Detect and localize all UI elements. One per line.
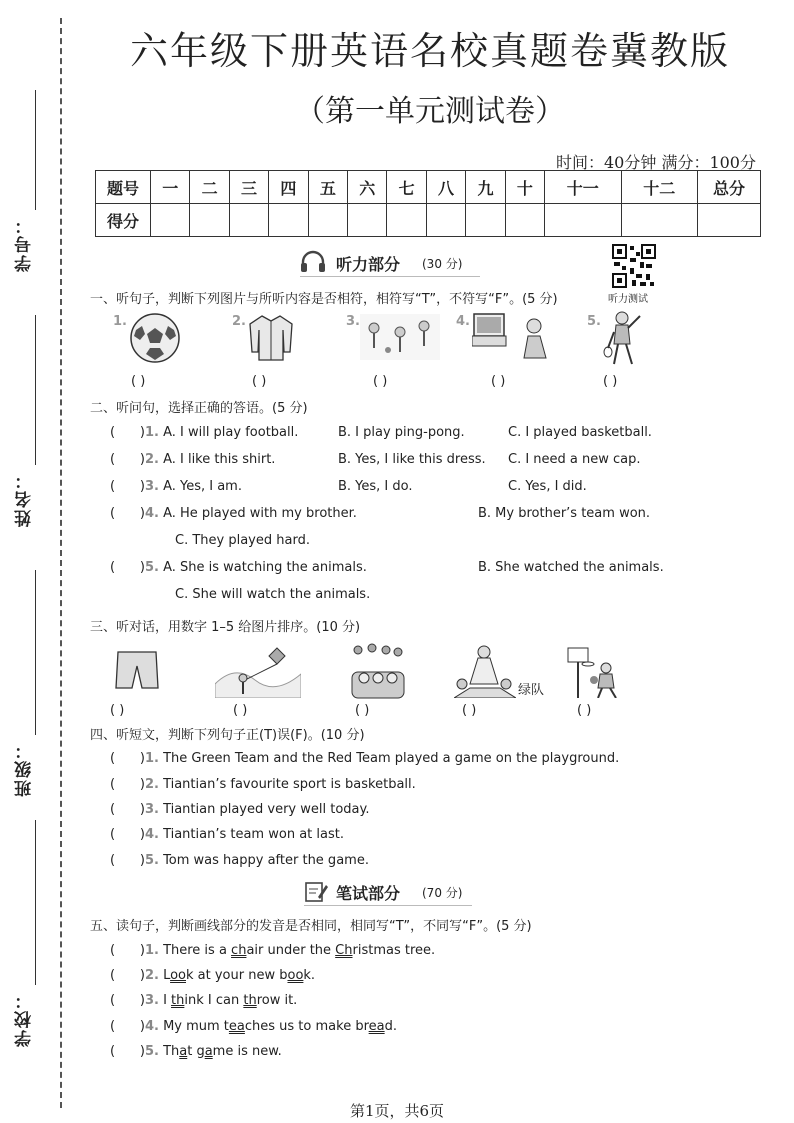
option-b: B. My brother’s team won.: [478, 506, 651, 521]
binding-dashed-line: [60, 18, 62, 1108]
section2-title: 二、听问句，选择正确的答语。(5 分): [90, 401, 308, 416]
name-line: [35, 315, 36, 465]
option-c: C. I played basketball.: [508, 425, 652, 440]
answer-blank[interactable]: ( ): [577, 703, 592, 718]
score-cell[interactable]: [621, 204, 697, 237]
answer-blank[interactable]: ( ): [462, 703, 477, 718]
table-cell: 十一: [545, 171, 621, 204]
section3-title: 三、听对话，用数字 1–5 给图片排序。(10 分): [90, 620, 361, 635]
student-id-label: 学号：: [15, 215, 35, 272]
class-line: [35, 570, 36, 735]
table-cell: 十二: [621, 171, 697, 204]
list-item: ( )2. Tiantian’s favourite sport is basketball.: [110, 777, 416, 792]
shirt-picture: [246, 312, 296, 362]
list-item: ( )5. Tom was happy after the game.: [110, 853, 369, 868]
pic-label-5: 5.: [587, 314, 601, 329]
section1-title: 一、听句子，判断下列图片与所听内容是否相符，相符写“T”，不符写“F”。(5 分): [90, 292, 558, 307]
table-cell: 题号: [96, 171, 151, 204]
table-cell: 四: [269, 171, 308, 204]
table-cell: 二: [190, 171, 229, 204]
section4-title: 四、听短文，判断下列句子正(T)误(F)。(10 分): [90, 728, 365, 743]
writing-heading: [304, 879, 472, 906]
pencil-notebook-icon: [304, 879, 328, 903]
option-b: B. Yes, I do.: [338, 479, 413, 494]
option-b: B. Yes, I like this dress.: [338, 452, 486, 467]
list-item: ( )4. My mum teaches us to make bread.: [110, 1019, 397, 1034]
green-team-label: 绿队: [518, 683, 545, 698]
table-cell: 一: [151, 171, 190, 204]
student-id-line: [35, 90, 36, 210]
qr-caption: 听力测试: [608, 294, 648, 305]
name-label: 姓名：: [15, 470, 35, 527]
cheering-crowd-picture: [350, 642, 406, 700]
score-cell[interactable]: [348, 204, 387, 237]
answer-blank[interactable]: ( ): [355, 703, 370, 718]
score-cell[interactable]: [466, 204, 505, 237]
page-title: 六年级下册英语名校真题卷冀教版: [129, 29, 730, 73]
answer-blank[interactable]: ( ): [131, 374, 146, 389]
table-cell: 九: [466, 171, 505, 204]
flying-kite-picture: [215, 644, 301, 698]
listening-title: 听力部分: [336, 255, 401, 274]
pic-label-1: 1.: [113, 314, 127, 329]
score-cell[interactable]: [698, 204, 761, 237]
table-cell: 十: [505, 171, 544, 204]
pic-label-4: 4.: [456, 314, 470, 329]
shorts-picture: [114, 650, 160, 692]
watching-tv-picture: [472, 312, 556, 362]
score-cell[interactable]: [269, 204, 308, 237]
football-picture: [128, 312, 182, 364]
score-cell[interactable]: [387, 204, 426, 237]
list-item: ( )2. A. I like this shirt.: [110, 452, 276, 467]
children-playing-picture: [360, 314, 440, 360]
section5-title: 五、读句子，判断画线部分的发音是否相同，相同写“T”，不同写“F”。(5 分): [90, 919, 532, 934]
option-b: B. She watched the animals.: [478, 560, 664, 575]
score-cell[interactable]: [151, 204, 190, 237]
answer-blank[interactable]: ( ): [233, 703, 248, 718]
score-cell[interactable]: [426, 204, 465, 237]
score-cell[interactable]: [308, 204, 347, 237]
writing-points: (70 分): [422, 886, 463, 900]
score-table-score-row: [96, 204, 761, 237]
writing-title: 笔试部分: [336, 884, 401, 903]
answer-blank[interactable]: ( ): [491, 374, 506, 389]
score-cell[interactable]: [190, 204, 229, 237]
class-label: 班级：: [15, 740, 35, 797]
listening-points: (30 分): [422, 257, 463, 271]
list-item: ( )5. A. She is watching the animals.: [110, 560, 367, 575]
option-c: C. Yes, I did.: [508, 479, 587, 494]
score-table: [95, 170, 761, 237]
option-c: C. I need a new cap.: [508, 452, 641, 467]
score-table-header-row: [96, 171, 761, 204]
qr-code-icon[interactable]: [612, 244, 656, 288]
list-item: ( )3. A. Yes, I am.: [110, 479, 242, 494]
list-item: ( )3. Tiantian played very well today.: [110, 802, 370, 817]
page-footer: 第1页，共6页: [349, 1102, 445, 1120]
table-cell: 三: [229, 171, 268, 204]
answer-blank[interactable]: ( ): [110, 703, 125, 718]
list-item: ( )3. I think I can throw it.: [110, 993, 298, 1008]
table-cell: 七: [387, 171, 426, 204]
school-line: [35, 820, 36, 985]
table-cell: 五: [308, 171, 347, 204]
answer-blank[interactable]: ( ): [603, 374, 618, 389]
pic-label-2: 2.: [232, 314, 246, 329]
listening-heading: [300, 250, 480, 277]
answer-blank[interactable]: ( ): [252, 374, 267, 389]
list-item: ( )1. A. I will play football.: [110, 425, 299, 440]
option-c: C. She will watch the animals.: [175, 587, 371, 602]
list-item: ( )4. Tiantian’s team won at last.: [110, 827, 344, 842]
option-c: C. They played hard.: [175, 533, 310, 548]
table-cell: 八: [426, 171, 465, 204]
pic-label-3: 3.: [346, 314, 360, 329]
basketball-picture: [566, 644, 626, 698]
table-cell: 总分: [698, 171, 761, 204]
list-item: ( )2. Look at your new book.: [110, 968, 316, 983]
score-cell[interactable]: [229, 204, 268, 237]
answer-blank[interactable]: ( ): [373, 374, 388, 389]
table-cell: 六: [348, 171, 387, 204]
list-item: ( )1. There is a chair under the Christmas tree.: [110, 943, 436, 958]
list-item: ( )1. The Green Team and the Red Team played a game on the playground.: [110, 751, 620, 766]
badminton-picture: [600, 308, 650, 368]
headphones-icon: [300, 250, 326, 274]
time-info: 时间：40分钟 满分：100分: [556, 153, 756, 172]
green-team-picture: [454, 644, 516, 698]
school-label: 学校：: [15, 990, 35, 1047]
table-cell: 得分: [96, 204, 151, 237]
score-cell[interactable]: [545, 204, 621, 237]
score-cell[interactable]: [505, 204, 544, 237]
list-item: ( )4. A. He played with my brother.: [110, 506, 357, 521]
list-item: ( )5. That game is new.: [110, 1044, 282, 1059]
page-subtitle: （第一单元测试卷）: [295, 94, 565, 129]
option-b: B. I play ping-pong.: [338, 425, 465, 440]
